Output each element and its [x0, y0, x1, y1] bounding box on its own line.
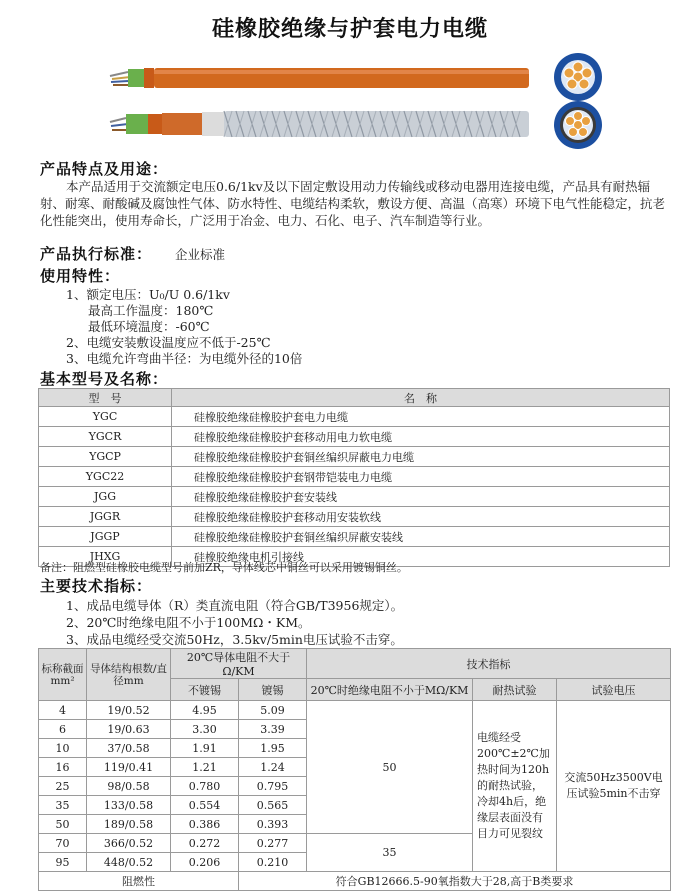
structure-cell: 37/0.58 [87, 739, 171, 758]
model-col-header: 型 号 [39, 389, 172, 407]
spec-row [39, 701, 671, 720]
tinned-cell: 3.39 [239, 720, 307, 739]
untinned-cell: 0.554 [171, 796, 239, 815]
resistance-header: 20℃导体电阻不大于Ω/KM [171, 649, 307, 679]
model-name: 硅橡胶绝缘电机引接线 [172, 547, 670, 567]
model-name: 硅橡胶绝缘硅橡胶护套钢带铠装电力电缆 [172, 467, 670, 487]
models-heading: 基本型号及名称： [40, 370, 169, 388]
tinned-cell: 0.210 [239, 853, 307, 872]
tech-heading: 主要技术指标： [40, 577, 153, 595]
test-voltage-header: 试验电压 [557, 679, 671, 701]
model-row [39, 467, 670, 487]
tinned-cell: 1.24 [239, 758, 307, 777]
tech-index-header: 技术指标 [307, 649, 671, 679]
cable-cross-section-1 [554, 53, 602, 101]
insulation-value-b: 35 [307, 834, 473, 872]
section-cell: 16 [39, 758, 87, 777]
structure-cell: 19/0.52 [87, 701, 171, 720]
section-cell: 10 [39, 739, 87, 758]
structure-cell: 19/0.63 [87, 720, 171, 739]
tinned-cell: 0.565 [239, 796, 307, 815]
spec-table [38, 648, 671, 891]
model-code: JHXG [39, 547, 172, 567]
model-name: 硅橡胶绝缘硅橡胶护套移动用安装软线 [172, 507, 670, 527]
model-code: YGC [39, 407, 172, 427]
standard-heading: 产品执行标准： [40, 245, 153, 263]
model-code: YGCR [39, 427, 172, 447]
model-name: 硅橡胶绝缘硅橡胶护套铜丝编织屏蔽电力电缆 [172, 447, 670, 467]
tinned-header: 镀锡 [239, 679, 307, 701]
heat-test-header: 耐热试验 [473, 679, 557, 701]
untinned-cell: 0.272 [171, 834, 239, 853]
model-row [39, 507, 670, 527]
section-cell: 35 [39, 796, 87, 815]
untinned-cell: 0.206 [171, 853, 239, 872]
tinned-cell: 0.393 [239, 815, 307, 834]
structure-cell: 119/0.41 [87, 758, 171, 777]
usage-heading: 使用特性： [40, 267, 121, 285]
section-cell: 6 [39, 720, 87, 739]
name-col-header: 名 称 [172, 389, 670, 407]
untinned-cell: 4.95 [171, 701, 239, 720]
tinned-cell: 0.277 [239, 834, 307, 853]
insulation-value-a: 50 [307, 701, 473, 834]
tinned-cell: 5.09 [239, 701, 307, 720]
heat-test-text: 电缆经受200℃±2℃加热时间为120h的耐热试验，冷却4h后，绝缘层表面没有目力可见裂纹 [473, 701, 557, 872]
model-name: 硅橡胶绝缘硅橡胶护套电力电缆 [172, 407, 670, 427]
cable-product-photo [108, 50, 668, 150]
section-cell: 4 [39, 701, 87, 720]
section-cell: 70 [39, 834, 87, 853]
insulation-header: 20℃时绝缘电阻不小于MΩ/KM [307, 679, 473, 701]
model-row [39, 487, 670, 507]
standard-value: 企业标准 [175, 247, 226, 262]
tech-line-2: 2、20℃时绝缘电阻不小于100MΩ・KM。 [66, 615, 311, 630]
tinned-cell: 1.95 [239, 739, 307, 758]
untinned-cell: 0.386 [171, 815, 239, 834]
structure-cell: 98/0.58 [87, 777, 171, 796]
model-code: JGG [39, 487, 172, 507]
section-cell: 50 [39, 815, 87, 834]
cable-photo-2 [110, 111, 529, 137]
test-voltage-text: 交流50Hz3500V电压试验5min不击穿 [557, 701, 671, 872]
tech-line-3: 3、成品电缆经受交流50Hz，3.5kv/5min电压试验不击穿。 [66, 632, 403, 647]
model-code: JGGR [39, 507, 172, 527]
model-code: YGC22 [39, 467, 172, 487]
usage-line-4: 2、电缆安装敷设温度应不低于-25℃ [66, 335, 271, 350]
structure-header: 导体结构根数/直径mm [87, 649, 171, 701]
structure-cell: 189/0.58 [87, 815, 171, 834]
structure-cell: 448/0.52 [87, 853, 171, 872]
model-row [39, 527, 670, 547]
flame-label: 阻燃性 [39, 872, 239, 891]
usage-line-5: 3、电缆允许弯曲半径：为电缆外径的10倍 [66, 351, 303, 366]
page-title: 硅橡胶绝缘与护套电力电缆 [211, 17, 488, 42]
usage-line-1: 1、额定电压：U₀/U 0.6/1kv [66, 287, 230, 302]
features-heading: 产品特点及用途： [40, 160, 169, 178]
section-cell: 95 [39, 853, 87, 872]
structure-cell: 133/0.58 [87, 796, 171, 815]
untinned-cell: 3.30 [171, 720, 239, 739]
structure-cell: 366/0.52 [87, 834, 171, 853]
flame-value: 符合GB12666.5-90氧指数大于28,高于B类要求 [239, 872, 671, 891]
untinned-cell: 0.780 [171, 777, 239, 796]
features-text: 本产品适用于交流额定电压0.6/1kv及以下固定敷设用动力传输线或移动电器用连接电缆，产品具有耐热辐射、耐寒、耐酸碱及腐蚀性气体、防水特性、电缆结构柔软，敷设方便、高温（高寒）环境下电气性能稳定，抗老化性能突出，使用寿命长，广泛用于冶金、电力、石化、电子、汽车制造等行业。 [40, 179, 666, 228]
model-row [39, 447, 670, 467]
untinned-cell: 1.91 [171, 739, 239, 758]
cable-photo-1 [110, 68, 529, 88]
model-name: 硅橡胶绝缘硅橡胶护套铜丝编织屏蔽安装线 [172, 527, 670, 547]
usage-line-3: 最低环境温度：-60℃ [88, 319, 210, 334]
model-name: 硅橡胶绝缘硅橡胶护套移动用电力软电缆 [172, 427, 670, 447]
models-note: 备注：阻燃型硅橡胶电缆型号前加ZR，导体线芯中铜丝可以采用镀锡铜丝。 [40, 561, 408, 574]
usage-line-2: 最高工作温度：180℃ [88, 303, 214, 318]
untinned-cell: 1.21 [171, 758, 239, 777]
tech-line-1: 1、成品电缆导体（R）类直流电阻（符合GB/T3956规定）。 [66, 598, 404, 613]
cable-cross-section-2 [554, 101, 602, 149]
model-row [39, 427, 670, 447]
tinned-cell: 0.795 [239, 777, 307, 796]
model-row [39, 407, 670, 427]
section-cell: 25 [39, 777, 87, 796]
model-table [38, 388, 670, 567]
untinned-header: 不镀锡 [171, 679, 239, 701]
model-name: 硅橡胶绝缘硅橡胶护套安装线 [172, 487, 670, 507]
model-code: JGGP [39, 527, 172, 547]
model-code: YGCP [39, 447, 172, 467]
section-header: 标称截面mm² [39, 649, 87, 701]
